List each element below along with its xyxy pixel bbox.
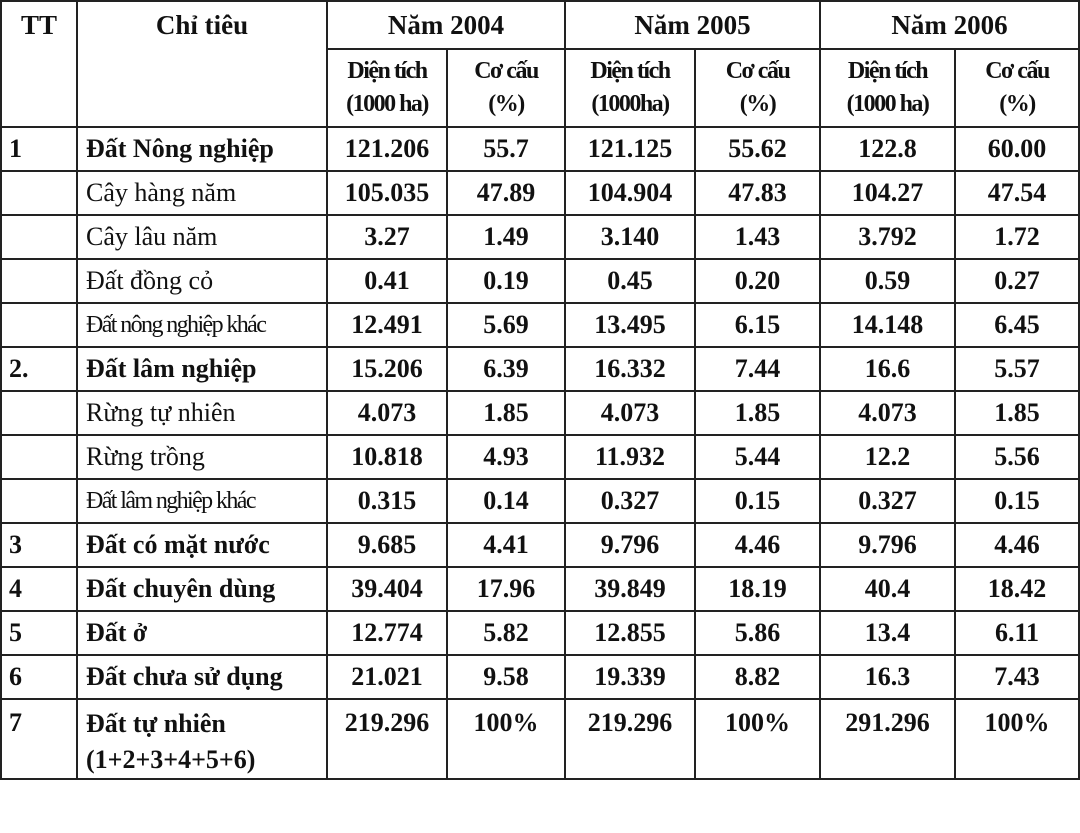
cell-value: 1.43	[695, 215, 820, 259]
cell-value: 1.85	[695, 391, 820, 435]
cell-value: 17.96	[447, 567, 565, 611]
cell-value: 4.46	[955, 523, 1079, 567]
cell-value: 121.125	[565, 127, 695, 171]
row-label-formula: (1+2+3+4+5+6)	[86, 745, 256, 774]
row-number	[1, 479, 77, 523]
cell-value: 0.315	[327, 479, 447, 523]
cell-value: 5.44	[695, 435, 820, 479]
cell-value: 105.035	[327, 171, 447, 215]
cell-value: 104.27	[820, 171, 955, 215]
cell-value: 0.41	[327, 259, 447, 303]
subheader-cell	[820, 49, 955, 127]
cell-value: 6.45	[955, 303, 1079, 347]
cell-value: 9.796	[820, 523, 955, 567]
cell-value: 0.15	[695, 479, 820, 523]
table-row	[1, 171, 1079, 215]
cell-value: 3.792	[820, 215, 955, 259]
subheader-cell	[327, 49, 447, 127]
row-number	[1, 171, 77, 215]
row-number	[1, 215, 77, 259]
table-row	[1, 127, 1079, 171]
subheader-line: Diện tích	[847, 58, 928, 84]
table-row	[1, 435, 1079, 479]
cell-value: 6.11	[955, 611, 1079, 655]
subheader-line: (1000ha)	[591, 91, 669, 117]
row-label: Đất nông nghiệp khác	[77, 303, 327, 347]
table-row	[1, 347, 1079, 391]
row-number: 4	[1, 567, 77, 611]
row-label: Cây hàng năm	[77, 171, 327, 215]
cell-value: 6.39	[447, 347, 565, 391]
cell-value: 0.45	[565, 259, 695, 303]
cell-value: 291.296	[820, 699, 955, 779]
header-year-2004: Năm 2004	[327, 1, 565, 49]
table-row	[1, 699, 1079, 779]
cell-value: 100%	[955, 699, 1079, 779]
cell-value: 0.20	[695, 259, 820, 303]
cell-value: 39.404	[327, 567, 447, 611]
cell-value: 19.339	[565, 655, 695, 699]
cell-value: 4.93	[447, 435, 565, 479]
subheader-line: Diện tích	[590, 58, 670, 84]
row-label: Đất có mặt nước	[77, 523, 327, 567]
cell-value: 21.021	[327, 655, 447, 699]
row-label: Đất chưa sử dụng	[77, 655, 327, 699]
cell-value: 12.855	[565, 611, 695, 655]
cell-value: 7.43	[955, 655, 1079, 699]
subheader-line: Cơ cấu	[725, 58, 790, 84]
cell-value: 7.44	[695, 347, 820, 391]
header-tt: TT	[1, 1, 77, 127]
cell-value: 16.332	[565, 347, 695, 391]
cell-value: 1.72	[955, 215, 1079, 259]
table-row	[1, 303, 1079, 347]
row-number	[1, 391, 77, 435]
table-row	[1, 611, 1079, 655]
cell-value: 4.073	[820, 391, 955, 435]
subheader-line: (%)	[999, 91, 1035, 117]
cell-value: 9.796	[565, 523, 695, 567]
subheader-line: Diện tích	[347, 58, 427, 84]
cell-value: 14.148	[820, 303, 955, 347]
row-number: 2.	[1, 347, 77, 391]
cell-value: 121.206	[327, 127, 447, 171]
table-row	[1, 259, 1079, 303]
cell-value: 5.57	[955, 347, 1079, 391]
header-chi-tieu: Chỉ tiêu	[77, 1, 327, 127]
cell-value: 40.4	[820, 567, 955, 611]
cell-value: 0.14	[447, 479, 565, 523]
cell-value: 16.3	[820, 655, 955, 699]
cell-value: 13.495	[565, 303, 695, 347]
row-label: Đất ở	[77, 611, 327, 655]
cell-value: 12.2	[820, 435, 955, 479]
cell-value: 15.206	[327, 347, 447, 391]
row-label: Rừng trồng	[77, 435, 327, 479]
subheader-line: (1000 ha)	[346, 91, 428, 117]
cell-value: 219.296	[565, 699, 695, 779]
header-row-years	[1, 1, 1079, 49]
cell-value: 18.19	[695, 567, 820, 611]
cell-value: 4.46	[695, 523, 820, 567]
cell-value: 18.42	[955, 567, 1079, 611]
row-label: Rừng tự nhiên	[77, 391, 327, 435]
row-number: 6	[1, 655, 77, 699]
subheader-line: (%)	[739, 91, 776, 117]
row-number	[1, 435, 77, 479]
cell-value: 3.140	[565, 215, 695, 259]
cell-value: 55.62	[695, 127, 820, 171]
cell-value: 1.85	[955, 391, 1079, 435]
cell-value: 5.56	[955, 435, 1079, 479]
table-row	[1, 523, 1079, 567]
cell-value: 47.83	[695, 171, 820, 215]
cell-value: 11.932	[565, 435, 695, 479]
cell-value: 0.27	[955, 259, 1079, 303]
cell-value: 104.904	[565, 171, 695, 215]
table-row	[1, 391, 1079, 435]
cell-value: 9.58	[447, 655, 565, 699]
row-number	[1, 303, 77, 347]
row-label	[77, 699, 327, 779]
cell-value: 4.41	[447, 523, 565, 567]
row-label: Đất lâm nghiệp	[77, 347, 327, 391]
cell-value: 0.59	[820, 259, 955, 303]
cell-value: 12.774	[327, 611, 447, 655]
subheader-cell	[565, 49, 695, 127]
cell-value: 122.8	[820, 127, 955, 171]
cell-value: 5.69	[447, 303, 565, 347]
cell-value: 47.54	[955, 171, 1079, 215]
row-label: Đất lâm nghiệp khác	[77, 479, 327, 523]
cell-value: 16.6	[820, 347, 955, 391]
cell-value: 5.86	[695, 611, 820, 655]
row-number: 7	[1, 699, 77, 779]
row-label: Đất Nông nghiệp	[77, 127, 327, 171]
cell-value: 4.073	[565, 391, 695, 435]
cell-value: 1.49	[447, 215, 565, 259]
cell-value: 0.327	[565, 479, 695, 523]
cell-value: 4.073	[327, 391, 447, 435]
subheader-cell	[695, 49, 820, 127]
subheader-line: Cơ cấu	[985, 58, 1049, 84]
table-row	[1, 479, 1079, 523]
subheader-cell	[955, 49, 1079, 127]
cell-value: 5.82	[447, 611, 565, 655]
cell-value: 0.19	[447, 259, 565, 303]
row-label: Đất chuyên dùng	[77, 567, 327, 611]
cell-value: 9.685	[327, 523, 447, 567]
cell-value: 0.327	[820, 479, 955, 523]
header-year-2005: Năm 2005	[565, 1, 820, 49]
row-number: 5	[1, 611, 77, 655]
cell-value: 47.89	[447, 171, 565, 215]
row-number: 1	[1, 127, 77, 171]
cell-value: 55.7	[447, 127, 565, 171]
cell-value: 60.00	[955, 127, 1079, 171]
row-number	[1, 259, 77, 303]
cell-value: 10.818	[327, 435, 447, 479]
row-label: Đất đồng cỏ	[77, 259, 327, 303]
cell-value: 3.27	[327, 215, 447, 259]
row-number: 3	[1, 523, 77, 567]
subheader-line: Cơ cấu	[474, 58, 538, 84]
cell-value: 0.15	[955, 479, 1079, 523]
cell-value: 6.15	[695, 303, 820, 347]
cell-value: 13.4	[820, 611, 955, 655]
cell-value: 12.491	[327, 303, 447, 347]
cell-value: 100%	[695, 699, 820, 779]
table-row	[1, 655, 1079, 699]
cell-value: 1.85	[447, 391, 565, 435]
cell-value: 8.82	[695, 655, 820, 699]
subheader-cell	[447, 49, 565, 127]
row-label: Cây lâu năm	[77, 215, 327, 259]
row-label-line: Đất tự nhiên	[86, 709, 226, 738]
cell-value: 39.849	[565, 567, 695, 611]
table-row	[1, 215, 1079, 259]
header-year-2006: Năm 2006	[820, 1, 1079, 49]
cell-value: 219.296	[327, 699, 447, 779]
subheader-line: (%)	[488, 91, 524, 117]
table-row	[1, 567, 1079, 611]
subheader-line: (1000 ha)	[846, 91, 929, 117]
cell-value: 100%	[447, 699, 565, 779]
